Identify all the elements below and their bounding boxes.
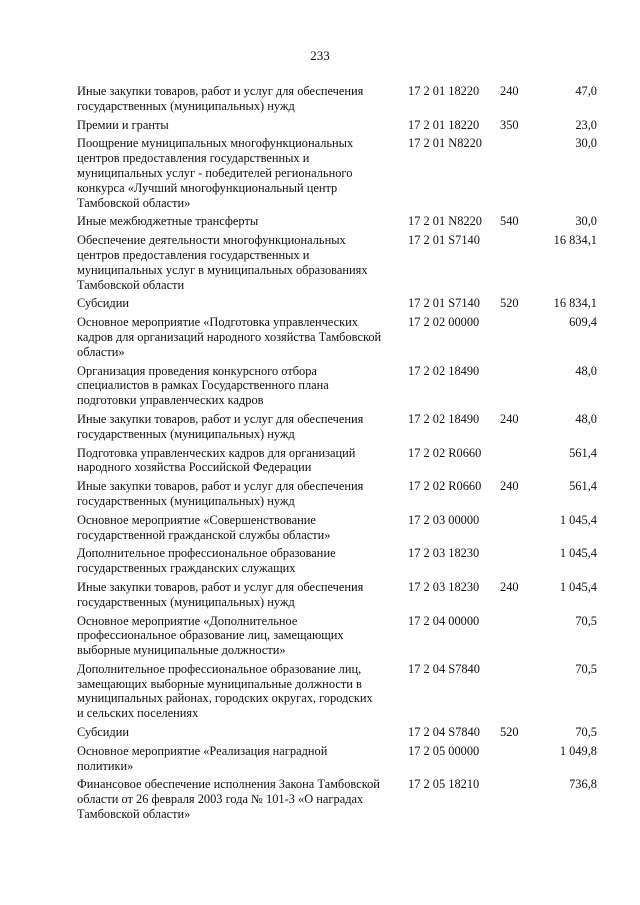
row-name-cell: Иные закупки товаров, работ и услуг для обеспечения государственных (муниципальных) нужд xyxy=(77,84,364,113)
row-sum-cell: 736,8 xyxy=(569,777,597,792)
table-row xyxy=(77,725,597,744)
row-kvr-cell xyxy=(496,546,540,580)
table-row xyxy=(77,84,597,118)
table-row xyxy=(77,662,597,725)
page-number: 233 xyxy=(310,48,330,63)
row-kvr-cell xyxy=(496,364,540,412)
row-code-cell: 17 2 02 R0660 xyxy=(408,445,482,460)
row-kvr-cell xyxy=(496,662,540,725)
row-sum-cell: 47,0 xyxy=(575,84,597,98)
row-code-cell: 17 2 01 18220 xyxy=(408,117,480,132)
row-sum-cell: 1 045,4 xyxy=(559,546,597,561)
table-row xyxy=(77,446,597,480)
row-name-cell: Субсидии xyxy=(77,296,129,311)
row-kvr-cell xyxy=(496,614,540,662)
row-sum-cell: 70,5 xyxy=(575,661,597,676)
table-row xyxy=(77,233,597,296)
row-name-cell: Обеспечение деятельности многофункциональных центров предоставления государственных и муниципальных услуг в муниципальных образованиях Тамбовской области xyxy=(77,233,368,292)
row-kvr-cell: 520 xyxy=(500,725,519,740)
budget-table-body xyxy=(77,84,597,826)
row-kvr-cell xyxy=(496,446,540,480)
table-row xyxy=(77,614,597,662)
table-row xyxy=(77,744,597,778)
row-sum-cell: 30,0 xyxy=(575,136,597,151)
row-name-cell: Иные межбюджетные трансферты xyxy=(77,214,259,229)
row-name-cell: Организация проведения конкурсного отбора специалистов в рамках Государственного плана подготовки управленческих кадров xyxy=(77,363,329,408)
row-kvr-cell xyxy=(496,513,540,547)
row-code-cell: 17 2 05 00000 xyxy=(408,743,480,758)
row-kvr-cell xyxy=(496,315,540,363)
budget-table xyxy=(77,84,597,826)
row-sum-cell: 70,5 xyxy=(575,613,597,628)
table-row xyxy=(77,296,597,315)
row-code-cell: 17 2 02 18490 xyxy=(408,411,480,426)
row-name-cell: Основное мероприятие «Реализация наградной политики» xyxy=(77,743,328,773)
row-name-cell: Дополнительное профессиональное образование лиц, замещающих выборные муниципальные должности в муниципальных районах, городских округах, городских и сельских поселениях xyxy=(77,661,373,721)
row-sum-cell: 30,0 xyxy=(575,214,597,229)
row-code-cell: 17 2 01 N8220 xyxy=(408,136,482,151)
table-row xyxy=(77,513,597,547)
row-code-cell: 17 2 01 18220 xyxy=(408,84,480,98)
row-name-cell: Иные закупки товаров, работ и услуг для обеспечения государственных (муниципальных) нужд xyxy=(77,579,364,609)
row-code-cell: 17 2 03 18230 xyxy=(408,546,480,561)
row-name-cell: Основное мероприятие «Дополнительное профессиональное образование лиц, замещающих выборные муниципальные должности» xyxy=(77,613,344,658)
row-name-cell: Финансовое обеспечение исполнения Закона Тамбовской области от 26 февраля 2003 года № 101-З «О наградах Тамбовской области» xyxy=(77,777,380,822)
row-sum-cell: 48,0 xyxy=(575,363,597,378)
row-kvr-cell xyxy=(496,744,540,778)
row-sum-cell: 16 834,1 xyxy=(553,296,597,311)
row-name-cell: Основное мероприятие «Подготовка управленческих кадров для организаций народного хозяйства Тамбовской области» xyxy=(77,315,382,359)
row-code-cell: 17 2 04 S7840 xyxy=(408,725,480,740)
row-code-cell: 17 2 03 00000 xyxy=(408,512,480,527)
table-row xyxy=(77,315,597,363)
row-name-cell: Дополнительное профессиональное образование государственных гражданских служащих xyxy=(77,546,336,576)
row-kvr-cell xyxy=(496,136,540,214)
row-code-cell: 17 2 01 S7140 xyxy=(408,296,480,311)
row-kvr-cell xyxy=(496,777,540,825)
table-row xyxy=(77,546,597,580)
row-name-cell: Подготовка управленческих кадров для организаций народного хозяйства Российской Федерации xyxy=(77,445,356,475)
row-code-cell: 17 2 04 S7840 xyxy=(408,661,480,676)
table-row xyxy=(77,777,597,825)
row-sum-cell: 23,0 xyxy=(575,117,597,132)
row-code-cell: 17 2 01 N8220 xyxy=(408,214,482,229)
table-row xyxy=(77,136,597,214)
row-kvr-cell: 240 xyxy=(500,411,519,426)
row-name-cell: Субсидии xyxy=(77,725,129,740)
row-name-cell: Иные закупки товаров, работ и услуг для обеспечения государственных (муниципальных) нужд xyxy=(77,411,364,441)
row-name-cell: Поощрение муниципальных многофункциональных центров предоставления государственных и муниципальных услуг - победителей регионального конкурса «Лучший многофункциональный центр Тамбовской области» xyxy=(77,136,354,210)
table-row xyxy=(77,118,597,137)
row-sum-cell: 1 049,8 xyxy=(559,743,597,758)
row-sum-cell: 561,4 xyxy=(569,479,597,494)
row-sum-cell: 70,5 xyxy=(575,725,597,740)
row-kvr-cell: 350 xyxy=(500,117,519,132)
row-kvr-cell: 240 xyxy=(500,579,519,594)
table-row xyxy=(77,214,597,233)
table-row xyxy=(77,412,597,446)
row-kvr-cell: 520 xyxy=(500,296,519,311)
row-code-cell: 17 2 02 00000 xyxy=(408,315,480,330)
row-sum-cell: 609,4 xyxy=(569,315,597,330)
row-sum-cell: 48,0 xyxy=(575,411,597,426)
row-sum-cell: 1 045,4 xyxy=(559,579,597,594)
row-code-cell: 17 2 05 18210 xyxy=(408,777,480,792)
row-name-cell: Иные закупки товаров, работ и услуг для обеспечения государственных (муниципальных) нужд xyxy=(77,479,364,508)
row-code-cell: 17 2 02 R0660 xyxy=(408,479,482,494)
row-sum-cell: 1 045,4 xyxy=(559,512,597,527)
table-row xyxy=(77,364,597,412)
row-kvr-cell: 240 xyxy=(500,479,519,494)
row-code-cell: 17 2 04 00000 xyxy=(408,613,480,628)
row-sum-cell: 561,4 xyxy=(569,445,597,460)
row-code-cell: 17 2 02 18490 xyxy=(408,363,480,378)
row-kvr-cell xyxy=(496,233,540,296)
row-code-cell: 17 2 03 18230 xyxy=(408,579,480,594)
row-name-cell: Основное мероприятие «Совершенствование государственной гражданской службы области» xyxy=(77,512,331,542)
row-name-cell: Премии и гранты xyxy=(77,117,169,132)
row-sum-cell: 16 834,1 xyxy=(553,233,597,248)
row-kvr-cell: 540 xyxy=(500,214,519,229)
row-code-cell: 17 2 01 S7140 xyxy=(408,233,480,248)
table-row xyxy=(77,580,597,614)
row-kvr-cell: 240 xyxy=(500,84,519,98)
table-row xyxy=(77,479,597,513)
